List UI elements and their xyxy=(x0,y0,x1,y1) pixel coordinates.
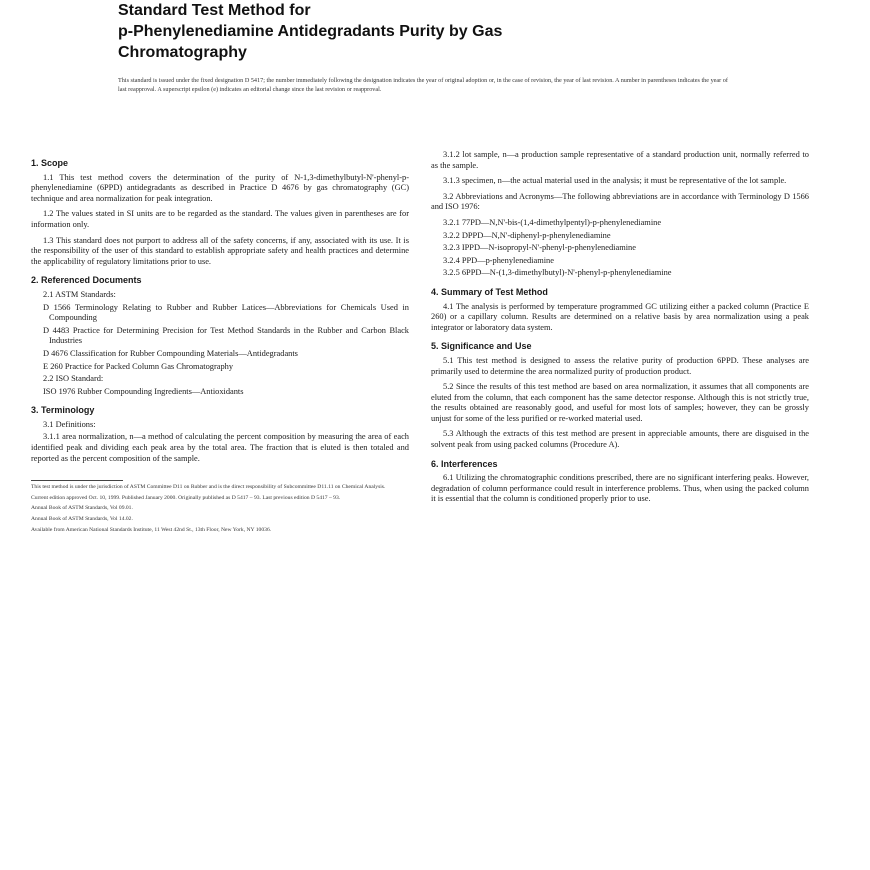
list-item: D 4676 Classification for Rubber Compounding Materials—Antidegradants xyxy=(43,348,298,358)
list-item: 2.1 ASTM Standards: xyxy=(43,289,116,299)
section-heading: 5. Significance and Use xyxy=(431,341,532,352)
footnote: This test method is under the jurisdiction of ASTM Committee D11 on Rubber and is the direct responsibility of Subcommittee D11.11 on Chemical Analysis. xyxy=(31,484,386,491)
list-item: 3.1 Definitions: xyxy=(43,419,96,429)
section-heading: 4. Summary of Test Method xyxy=(431,286,548,297)
paragraph: 1.3 This standard does not purport to address all of the safety concerns, if any, associated with its use. It is the responsibility of the user of this standard to establish appropriate safety and health practices and determine the applicability of regulatory limitations prior to use. xyxy=(31,235,409,266)
list-item: ISO 1976 Rubber Compounding Ingredients—Antioxidants xyxy=(43,386,244,396)
paragraph: 4.1 The analysis is performed by temperature programmed GC utilizing either a packed column (Practice E 260) or a capillary column. Results are determined on a relative basis by area normalization using a peak integrator or laboratory data system. xyxy=(431,301,809,332)
document-title-line-1: Standard Test Method for xyxy=(118,2,311,19)
paragraph: 5.3 Although the extracts of this test method are present in appreciable amounts, there are disguised in the solvent peak from using packed columns (Procedure A). xyxy=(431,429,809,450)
paragraph: 1.1 This test method covers the determination of the purity of N-1,3-dimethylbutyl-N'-phenyl-p-phenylenediamine (6PPD) antidegradants as described in Practice D 4676 by gas chromatography (GC) technique and area normalization for peak integration. xyxy=(31,172,409,203)
section-heading: 1. Scope xyxy=(31,158,69,168)
paragraph: 5.2 Since the results of this test method are based on area normalization, it assumes that all components are eluted from the column, that each component has the same detector response. Although this is not strictly true, the results obtained are reasonably good, and useful for most lots of samples; however, they can be grossly unjust for some of the less purified or re-worked material used. xyxy=(431,382,809,423)
section-heading: 6. Interferences xyxy=(431,458,498,469)
list-item: 3.2.1 77PD—N,N'-bis-(1,4-dimethylpentyl)-p-phenylenediamine xyxy=(443,217,662,227)
list-item: D 1566 Terminology Relating to Rubber and Rubber Latices—Abbreviations for Chemicals Used in Compounding xyxy=(43,302,409,323)
footnote: Annual Book of ASTM Standards, Vol 14.02. xyxy=(31,516,133,523)
list-item: 3.2.2 DPPD—N,N'-diphenyl-p-phenylenediamine xyxy=(443,230,611,240)
right-column xyxy=(431,150,809,510)
section-heading: 3. Terminology xyxy=(31,405,95,416)
paragraph: 3.2 Abbreviations and Acronyms—The following abbreviations are in accordance with Terminology D 1566 and ISO 1976: xyxy=(431,191,809,212)
list-item: D 4483 Practice for Determining Precision for Test Method Standards in the Rubber and Carbon Black Industries xyxy=(43,325,409,346)
list-item: 2.2 ISO Standard: xyxy=(43,374,104,384)
section-heading: 2. Referenced Documents xyxy=(31,275,142,286)
paragraph: 6.1 Utilizing the chromatographic conditions prescribed, there are no significant interfering peaks. However, degradation of column performance could result in interference problems. Thus, when using the packed column it is essential that the column is conditioned properly prior to use. xyxy=(431,473,809,504)
paragraph: 5.1 This test method is designed to assess the relative purity of production 6PPD. These analyses are primarily used to determine the area normalized purity of production product. xyxy=(431,355,809,376)
footnote: Annual Book of ASTM Standards, Vol 09.01. xyxy=(31,505,133,512)
list-item: 3.2.5 6PPD—N-(1,3-dimethylbutyl)-N'-phenyl-p-phenylenediamine xyxy=(443,268,672,278)
paragraph: 3.1.1 area normalization, n—a method of calculating the percent composition by measuring the area of each identified peak and dividing each peak area by the total area. The fraction that is eluted is then totaled and reported as the percent composition of the sample. xyxy=(31,432,409,463)
list-item: 3.2.3 IPPD—N-isopropyl-N'-phenyl-p-phenylenediamine xyxy=(443,243,636,253)
list-item: E 260 Practice for Packed Column Gas Chromatography xyxy=(43,361,234,371)
footnote-rule xyxy=(31,480,123,481)
document-title-line-2: p-Phenylenediamine Antidegradants Purity by Gas xyxy=(118,23,503,40)
footnote: Current edition approved Oct. 10, 1999. Published January 2000. Originally published as D 5417 – 93. Last previous edition D 5417 – 93. xyxy=(31,494,341,501)
title-block xyxy=(118,0,758,94)
paragraph: 1.2 The values stated in SI units are to be regarded as the standard. The values given in parentheses are for information only. xyxy=(31,209,409,229)
list-item: 3.2.4 PPD—p-phenylenediamine xyxy=(443,255,554,265)
document-title-line-3: Chromatography xyxy=(118,44,247,61)
left-column xyxy=(31,150,409,534)
designation-notice: This standard is issued under the fixed designation D 5417; the number immediately following the designation indicates the year of original adoption or, in the case of revision, the year of last revision. A number in parentheses indicates the year of last reapproval. A superscript epsilon (e) indicates an editorial change since the last revision or reapproval. xyxy=(118,77,728,93)
footnote: Available from American National Standards Institute, 11 West 42nd St., 13th Floor, New York, NY 10036. xyxy=(31,526,272,533)
paragraph: 3.1.3 specimen, n—the actual material used in the analysis; it must be representative of the lot sample. xyxy=(443,176,787,186)
paragraph: 3.1.2 lot sample, n—a production sample representative of a standard production unit, normally referred to as the sample. xyxy=(431,150,809,170)
